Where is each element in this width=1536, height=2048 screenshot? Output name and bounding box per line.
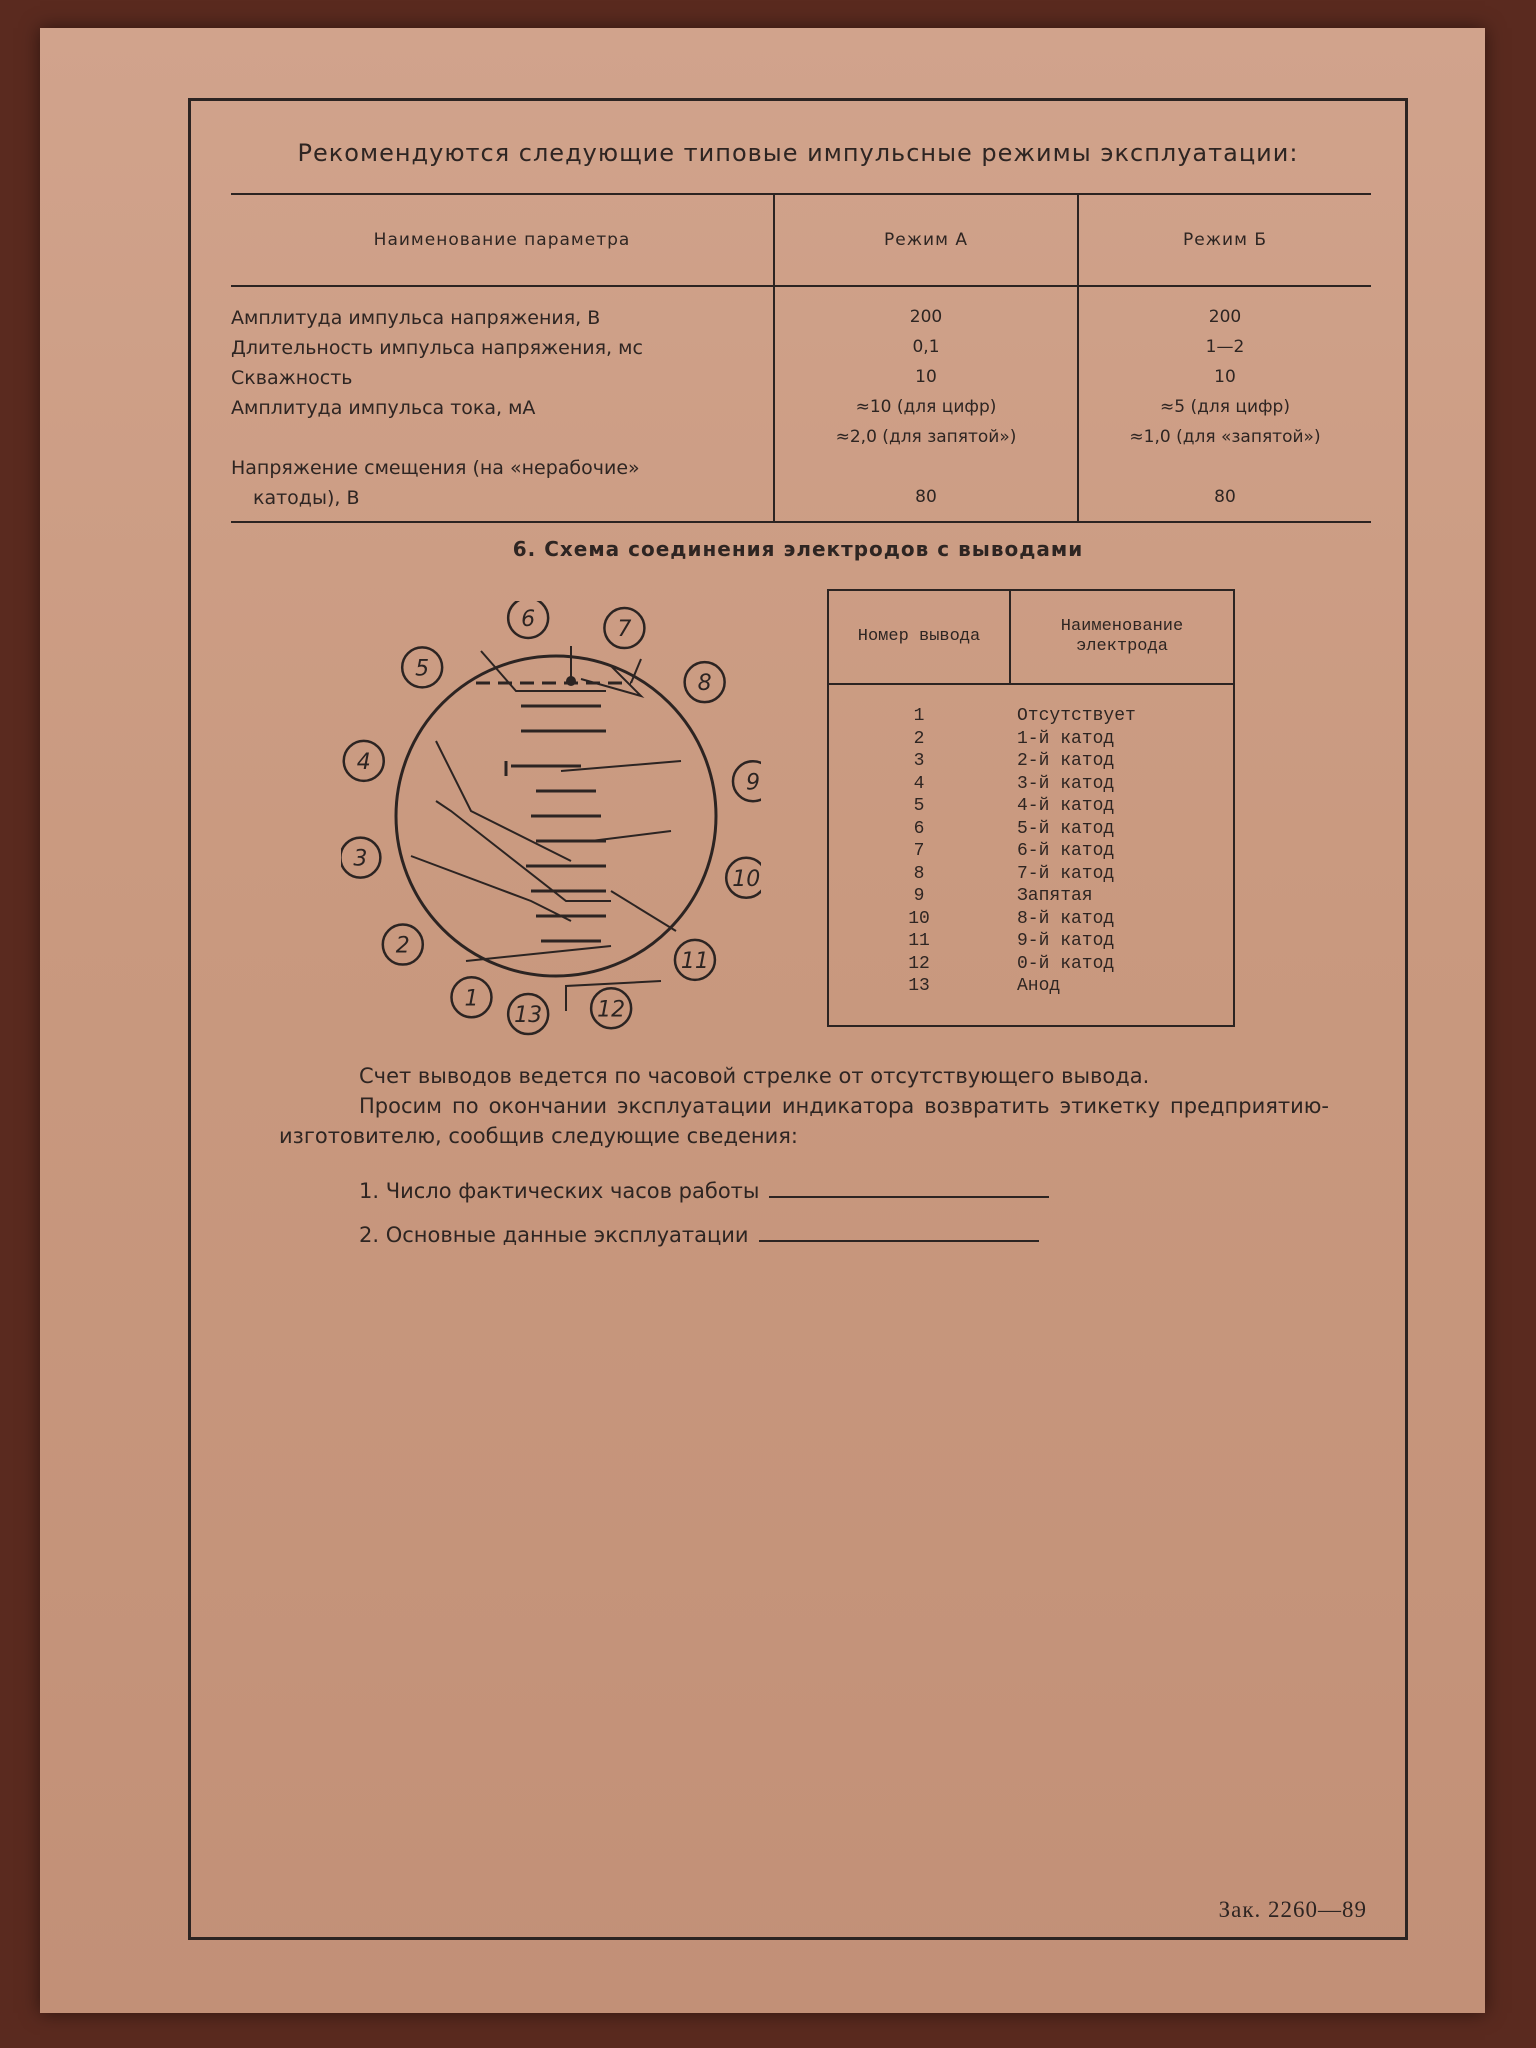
schema-pin-label: 9 <box>745 770 760 796</box>
schema-pin-label: 8 <box>697 671 712 697</box>
header-mode-b: Режим Б <box>1078 194 1371 286</box>
schema-pin-7 <box>604 608 644 648</box>
schema-pin-3 <box>341 838 380 878</box>
electrode-name: 8-й катод <box>1017 908 1115 929</box>
mode-b-value: 80 <box>1078 485 1371 522</box>
pin-row <box>829 930 1233 953</box>
mode-b-value: ≈5 (для цифр) <box>1078 395 1371 425</box>
pin-row <box>829 975 1233 998</box>
schema-pin-label: 6 <box>521 606 536 632</box>
modes-table-row <box>231 365 1371 395</box>
section-title: 6. Схема соединения электродов с выводами <box>512 537 1084 561</box>
schema-pin-label: 12 <box>597 997 626 1023</box>
form-item-hours-label: 1. Число фактических часов работы <box>359 1179 760 1203</box>
header-parameter: Наименование параметра <box>231 194 774 286</box>
parameter-name: Скважность <box>231 367 353 389</box>
schema-pin-label: 10 <box>732 866 761 892</box>
mode-b-value: 10 <box>1078 365 1371 395</box>
pin-number: 3 <box>913 751 925 771</box>
schema-pin-8 <box>685 662 725 702</box>
schema-pin-6 <box>508 601 548 638</box>
form-item-hours <box>359 1179 1049 1203</box>
modes-table-row <box>231 485 1371 522</box>
mode-a-value: ≈2,0 (для запятой») <box>774 425 1078 455</box>
modes-table <box>231 193 1371 523</box>
schema-pin-5 <box>402 647 442 687</box>
electrode-name: 6-й катод <box>1017 841 1115 861</box>
schema-pin-label: 7 <box>617 617 632 643</box>
pin-row <box>829 840 1233 863</box>
schema-pin-10 <box>726 858 761 898</box>
header-mode-a: Режим А <box>774 194 1078 286</box>
electrode-schema-diagram <box>341 601 761 1041</box>
modes-table-row <box>231 335 1371 365</box>
page-frame <box>188 98 1408 1940</box>
mode-a-value <box>774 455 1078 485</box>
modes-table-row <box>231 455 1371 485</box>
schema-pin-9 <box>733 761 761 801</box>
parameter-name <box>231 425 774 455</box>
mode-a-value: 200 <box>774 305 1078 335</box>
electrode-name: 2-й катод <box>1017 751 1115 771</box>
modes-table-row <box>231 425 1371 455</box>
mode-a-value: ≈10 (для цифр) <box>774 395 1078 425</box>
pin-row <box>829 728 1233 751</box>
schema-pin-label: 11 <box>680 948 709 974</box>
schema-pin-13 <box>508 994 548 1034</box>
schema-pin-12 <box>591 988 631 1028</box>
parameter-name: Амплитуда импульса тока, мА <box>231 397 536 419</box>
parameter-name: катоды), В <box>231 485 774 522</box>
pin-number: 1 <box>913 706 925 726</box>
schema-pin-label: 5 <box>415 656 430 682</box>
electrode-name: Отсутствует <box>1017 706 1136 726</box>
paragraph-pin-order: Счет выводов ведется по часовой стрелке от отсутствующего вывода. <box>359 1064 1150 1088</box>
pin-row <box>829 773 1233 796</box>
schema-pin-label: 13 <box>514 1003 543 1029</box>
mode-b-value: 1—2 <box>1078 335 1371 365</box>
pin-row <box>829 953 1233 976</box>
electrode-name: 0-й катод <box>1017 953 1115 974</box>
pin-number: 13 <box>908 976 930 996</box>
schema-pin-2 <box>383 925 423 965</box>
electrode-name: 1-й катод <box>1017 728 1115 749</box>
electrode-name-header: Наименование электрода <box>1060 617 1184 656</box>
schema-pin-label: 4 <box>356 749 371 775</box>
form-item-operation-label: 2. Основные данные эксплуатации <box>359 1223 749 1247</box>
pin-row <box>829 795 1233 818</box>
pin-number: 10 <box>908 908 930 929</box>
pin-row <box>829 750 1233 773</box>
electrode-name: Запятая <box>1017 886 1093 906</box>
mode-b-value <box>1078 455 1371 485</box>
form-item-operation <box>359 1223 1039 1247</box>
pin-row <box>829 885 1233 908</box>
pin-number: 6 <box>913 818 925 839</box>
pin-number: 12 <box>908 953 930 974</box>
mode-b-value: 200 <box>1078 305 1371 335</box>
order-number: Зак. 2260—89 <box>1218 1897 1367 1922</box>
pin-number-header: Номер вывода <box>829 591 1011 683</box>
mode-a-value: 10 <box>774 365 1078 395</box>
parameter-name: Амплитуда импульса напряжения, В <box>231 307 601 329</box>
pin-row <box>829 908 1233 931</box>
electrode-name: 4-й катод <box>1017 796 1115 816</box>
parameter-name: Напряжение смещения (на «нерабочие» <box>231 457 640 479</box>
pin-row <box>829 705 1233 728</box>
document-sheet <box>40 28 1485 2013</box>
pin-number: 9 <box>913 886 925 906</box>
electrode-name: Анод <box>1017 976 1061 996</box>
operation-blank-line <box>759 1240 1039 1242</box>
pin-assignment-table <box>827 589 1235 1027</box>
parameter-name: Длительность импульса напряжения, мс <box>231 337 643 359</box>
mode-b-value: ≈1,0 (для «запятой») <box>1078 425 1371 455</box>
mode-a-value: 80 <box>774 485 1078 522</box>
paragraph-return-request: Просим по окончании эксплуатации индикатора возвратить этикетку предприятию-изготовителю, сообщив следующие сведения: <box>279 1094 1329 1148</box>
pin-row <box>829 818 1233 841</box>
electrode-name: 5-й катод <box>1017 818 1115 839</box>
electrode-name: 7-й катод <box>1017 863 1115 884</box>
dot-marker <box>566 676 576 686</box>
modes-table-row <box>231 305 1371 335</box>
electrode-name: 3-й катод <box>1017 773 1115 794</box>
schema-pin-label: 1 <box>464 986 479 1012</box>
pin-row <box>829 863 1233 886</box>
pin-number: 7 <box>913 841 925 861</box>
hours-blank-line <box>769 1196 1049 1198</box>
schema-pin-1 <box>451 977 491 1017</box>
table-caption: Рекомендуются следующие типовые импульсные режимы эксплуатации: <box>297 139 1299 167</box>
pin-number: 2 <box>913 728 925 749</box>
schema-pin-label: 3 <box>353 846 368 872</box>
pin-number: 5 <box>913 796 925 816</box>
mode-a-value: 0,1 <box>774 335 1078 365</box>
schema-pin-4 <box>344 741 384 781</box>
schema-pin-label: 2 <box>395 933 410 959</box>
pin-number: 8 <box>913 863 925 884</box>
schema-pin-11 <box>675 940 715 980</box>
pin-number: 4 <box>913 773 925 794</box>
pin-number: 11 <box>908 931 930 951</box>
electrode-name: 9-й катод <box>1017 931 1115 951</box>
modes-table-row <box>231 395 1371 425</box>
